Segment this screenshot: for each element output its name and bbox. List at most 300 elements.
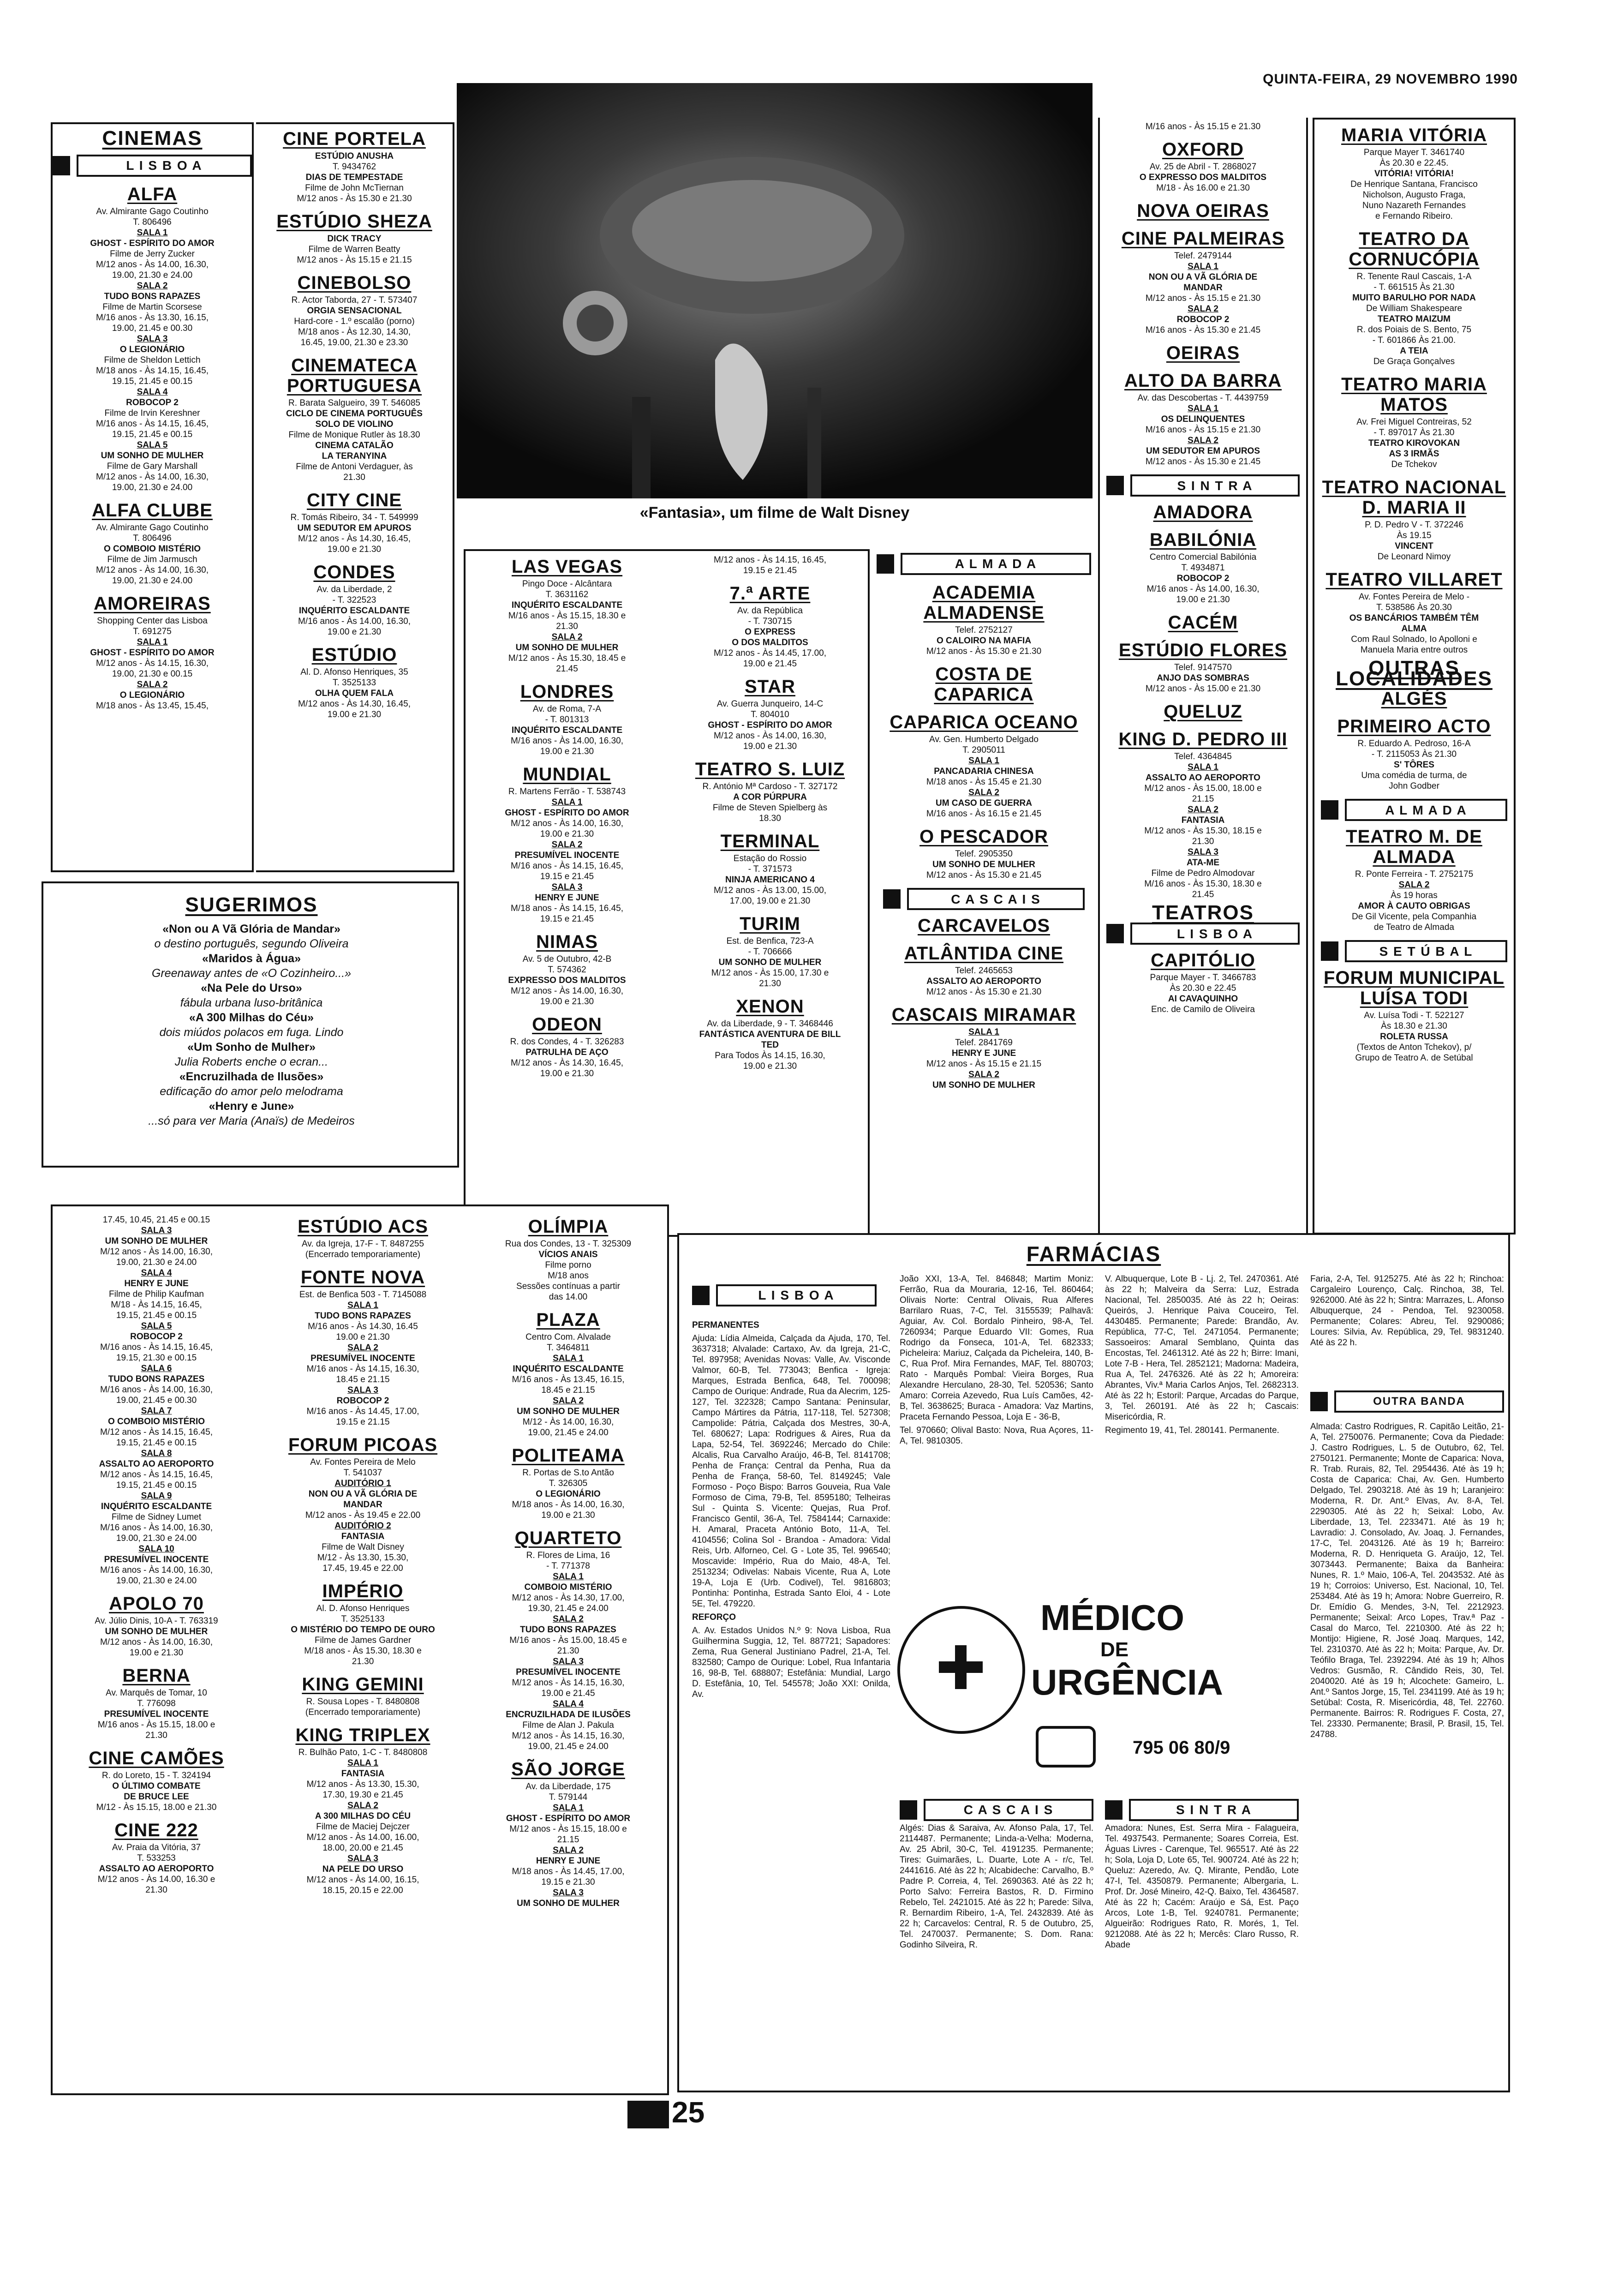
listing-line: Filme de Sheldon Lettich (104, 355, 201, 365)
listing-line: 18.15, 20.15 e 22.00 (322, 1886, 403, 1895)
listing-entry (472, 1014, 662, 1079)
listing-entry (261, 355, 448, 483)
listing-line: SALA 3 (551, 882, 583, 892)
listing-line: 21.30 (1192, 837, 1214, 846)
venue-name: XENON (736, 996, 804, 1017)
film-photo (457, 83, 1093, 498)
listing-line: - T. 771378 (546, 1561, 590, 1571)
listing-line: O LEGIONÁRIO (119, 345, 185, 354)
listing-line: M/12 anos - Às 14.15, 16.30, (96, 659, 209, 668)
venue-name: 7.ª ARTE (729, 583, 811, 604)
listing-entry (267, 1435, 459, 1574)
listing-line: T. 3525133 (332, 678, 376, 688)
listing-line: Nuno Nazareth Fernandes (1362, 201, 1466, 210)
listing-line: 21.30 (145, 1885, 167, 1895)
cross-icon (939, 1645, 983, 1689)
ad-line-1: MÉDICO (1040, 1597, 1184, 1638)
listing-line: (Textos de Anton Tchekov), p/ (1356, 1043, 1472, 1052)
listing-line: T. 579144 (549, 1792, 588, 1802)
listing-line: Filme de Sidney Lumet (111, 1512, 202, 1522)
cinema-list (1100, 118, 1306, 1022)
listing-line: de Teatro de Almada (1374, 923, 1454, 932)
listing-line: AUDITÓRIO 1 (334, 1479, 391, 1488)
listing-entry (1106, 502, 1300, 522)
listing-line: M/12 anos - Às 14.00, 16.30, (511, 986, 623, 996)
listing-line: M/12 anos - Às 14.15, 16.30, (512, 1731, 625, 1741)
listing-line: SALA 1 (347, 1758, 378, 1768)
listing-line: O CALOIRO NA MAFIA (936, 636, 1032, 646)
pharmacy-paragraph: Amadora: Nunes, Est. Serra Mira - Falagueira, Tel. 4937543. Permanente; Soares Correia, Est. Águas Livres - Carenque, Tel. 965517. Até às 22 h; Sola, Loja D, Lote 65, Tel. 900724. Até às 22 h; Queluz: Azeredo, Av. Q. Mirante, Pendão, Lote 47-I, Tel. 4350879. Permanente; Albergaria, L. Prof. Dr. José Mineiro, 42-Q. Baixo, Tel. 4364587. Até às 22 h; Cacém: Araújo e Sá, Est. Paço Arcos, Lote 1-B, Tel. 9240781. Permanente; Algueirão: Rodrigues Rato, R. Morés, 1, Tel. 9212088. Até às 22 h; Mercês: Claro Russo, R. Abade (1105, 1823, 1299, 1950)
listing-entry (1106, 121, 1300, 132)
listing-line: M/12 - Às 13.30, 15.30, (317, 1553, 409, 1563)
listing-line: M/18 anos - Às 12.30, 14.30, (298, 327, 411, 337)
listing-line: GHOST - ESPÍRITO DO AMOR (708, 720, 832, 730)
suggestion-list (51, 922, 452, 1128)
listing-line: 18.30 (759, 814, 781, 823)
listing-line: NON OU A VÃ GLÓRIA DE (308, 1489, 418, 1499)
listing-line: SALA 2 (968, 1070, 999, 1079)
medical-ad (893, 1588, 1276, 1791)
listing-line: Av. da República (737, 606, 803, 616)
venue-name: ACADEMIA ALMADENSE (923, 582, 1045, 623)
listing-line: GHOST - ESPÍRITO DO AMOR (90, 648, 215, 658)
listing-line: SALA 1 (553, 1803, 584, 1813)
listing-entry (472, 764, 662, 924)
listing-line: UM SONHO DE MULHER (932, 860, 1035, 869)
listing-line: Às 19.15 (1397, 531, 1432, 540)
page-number: 25 (627, 2095, 705, 2129)
listing-line: ROBOCOP 2 (1176, 574, 1230, 583)
listing-line: M/12 anos - Às 14.00, 16.30, (96, 565, 209, 575)
listing-line: 19.00 e 21.30 (327, 627, 382, 637)
listing-line: M/12 anos - Às 14.30, 17.00, (512, 1593, 625, 1603)
listing-line: Sessões contínuas a partir (516, 1282, 620, 1291)
photo-caption: «Fantasia», um filme de Walt Disney (639, 504, 910, 521)
listing-entry (57, 593, 247, 711)
listing-line: Av. Marquês de Tomar, 10 (106, 1688, 207, 1698)
listing-line: NA PELE DO URSO (322, 1864, 404, 1874)
listing-entry (883, 582, 1085, 657)
venue-name: CARCAVELOS (917, 916, 1051, 936)
listing-line: M/18 anos - Às 14.15, 16.45, (511, 904, 623, 913)
suggestion-line: «Na Pele do Urso» (201, 982, 302, 995)
listing-line: T. 2905011 (962, 745, 1005, 755)
listing-line: 19.00, 21.45 e 00.30 (112, 324, 193, 333)
listing-entry (472, 932, 662, 1007)
listing-line: - T. 730715 (748, 617, 792, 626)
pharmacy-band-cascais: C A S C A I S (900, 1799, 1093, 1821)
pharmacies-heading: FARMÁCIAS (1026, 1242, 1161, 1266)
listing-line: O EXPRESS (745, 627, 795, 637)
venue-name: TEATRO S. LUIZ (695, 759, 845, 779)
listing-line: 17.45, 19.45 e 22.00 (322, 1564, 403, 1573)
listing-line: M/12 anos - Às 14.00, 16.30, (100, 1247, 213, 1257)
listing-line: O LEGIONÁRIO (536, 1489, 601, 1499)
listing-line: HENRY E JUNE (535, 893, 599, 903)
listing-line: SALA 5 (137, 440, 168, 450)
cinemas-box-3 (464, 549, 870, 1237)
listing-line: T. 806496 (133, 533, 172, 543)
listing-entry (1106, 950, 1300, 1015)
listing-line: M/12 anos - Às 15.30 e 21.45 (1145, 457, 1261, 467)
venue-name: TURIM (740, 914, 800, 934)
listing-entry (472, 1445, 664, 1521)
listing-line: M/12 anos - Às 15.30, 18.15 e (1144, 826, 1262, 836)
suggestion-line: «Maridos à Água» (202, 952, 301, 965)
listing-line: OLHA QUEM FALA (315, 689, 394, 698)
listing-line: HENRY E JUNE (124, 1279, 189, 1288)
listing-line: Às 20.30 e 22.45 (1170, 983, 1236, 993)
theatres-box (1313, 118, 1516, 1234)
listing-line: ATA-ME (1186, 858, 1220, 868)
listing-line: UM SEDUTOR EM APUROS (297, 523, 412, 533)
venue-name: AMADORA (1153, 502, 1253, 522)
venue-name: ESTÚDIO (311, 645, 397, 665)
listing-line: M/16 anos - Às 14.30, 16.45 (308, 1322, 418, 1331)
venue-name: CINEBOLSO (297, 273, 412, 293)
listing-line: - T. 322523 (332, 595, 376, 605)
listing-line: M/16 anos - Às 15.15, 18.00 e (97, 1720, 215, 1730)
listing-line: M/12 anos - Às 19.45 e 22.00 (305, 1510, 421, 1520)
listing-line: UM SEDUTOR EM APUROS (1146, 446, 1260, 456)
listing-entry (1106, 701, 1300, 722)
listing-line: 19.00, 21.30 e 00.15 (112, 669, 193, 679)
listing-line: Av. 5 de Outubro, 42-B (522, 954, 612, 964)
listing-entry (883, 916, 1085, 936)
listing-line: Av. Almirante Gago Coutinho (96, 523, 209, 533)
listing-line: M/16 anos - Às 15.15 e 21.30 (1145, 122, 1261, 132)
listing-line: M/12 anos - Às 14.30, 16.45, (298, 699, 411, 709)
listing-line: M/12 anos - Às 14.00, 16.30, (714, 731, 826, 741)
suggestion-line: Greenaway antes de «O Cozinheiro...» (151, 967, 352, 980)
listing-line: SALA 3 (141, 1226, 172, 1235)
listing-entry (1106, 139, 1300, 193)
venue-name: TEATRO MARIA MATOS (1341, 374, 1487, 415)
listing-line: Av. Praia da Vitória, 37 (112, 1843, 201, 1852)
listing-line: SALA 3 (553, 1657, 584, 1666)
venue-name: ATLÂNTIDA CINE (904, 943, 1064, 964)
pharmacy-paragraph: Tel. 970660; Olival Basto: Nova, Rua Açores, 11-A, Tel. 9810305. (900, 1426, 1093, 1446)
listing-line: 19.15 e 21.15 (336, 1417, 390, 1427)
listing-entry (267, 1725, 459, 1896)
listing-line: 19.00 e 21.30 (327, 545, 382, 554)
listing-line: DIAS DE TEMPESTADE (305, 173, 403, 182)
listing-line: DE BRUCE LEE (124, 1792, 189, 1802)
listing-line: 21.30 (343, 473, 365, 482)
listing-line: A TEIA (1400, 346, 1428, 356)
listing-line: M/16 anos - Às 15.15 e 21.30 (1145, 425, 1261, 435)
listing-line: M/18 anos - Às 13.45, 15.45, (96, 701, 209, 711)
listing-line: UM SONHO DE MULHER (105, 1627, 208, 1636)
listing-line: R. Portas de S.to Antão (522, 1468, 614, 1478)
listing-line: 19.00, 21.30 e 24.00 (112, 576, 193, 586)
pharmacy-paragraph: PERMANENTES (692, 1320, 759, 1330)
listing-entry (883, 943, 1085, 997)
suggestion-line: edificação do amor pelo melodrama (160, 1085, 343, 1098)
listing-line: M/12 anos - Às 14.15, 16.45, (100, 1427, 213, 1437)
suggestion-line: o destino português, segundo Oliveira (154, 937, 349, 950)
listing-line: FANTASIA (341, 1769, 385, 1779)
pharmacy-paragraph: V. Albuquerque, Lote B - Lj. 2, Tel. 2470361. Até às 22 h; Malveira da Serra: Luz, Estrada Nacional, Tel. 2850035. Até às 22 h; Oeiras: Queirós, J. Henrique Paiva Couceiro, Tel. 4430485. Permanente; Parede: Brandão, Av. República, 77-C, Tel. 2471054. Permanente; Sassoeiros: Amaral Semblano, Quinta das Encostas, Tel. 2461312. Até às 22 h; Birre: Imani, Lote 7-B - Hera, Tel. 2852121; Madorna: Madeira, Rua A, Tel. 2476326. Até às 22 h; Amoreira: Abrantes, Viv.ª Maria Carlos Anjos, Tel. 2682313. Até às 22 h; Estoril: Parque, Arcadas do Parque, 3, Tel. 260191. Até às 22 h; Cascais: Misericórdia, R. (1105, 1274, 1299, 1422)
listing-line: T. 691275 (133, 627, 172, 636)
listing-line: M/12 anos - Às 15.30 e 21.30 (926, 987, 1042, 997)
listing-line: M/12 anos - Às 15.00, 18.00 e (1144, 784, 1262, 793)
listing-entry (1321, 229, 1507, 367)
suggestion-line: «A 300 Milhas do Céu» (189, 1011, 314, 1024)
pharmacy-list-lisboa-2 (900, 1274, 1093, 1588)
listing-line: John Godber (1389, 781, 1439, 791)
listing-line: T. 3631162 (545, 590, 589, 599)
listing-line: T. 538586 Às 20.30 (1376, 603, 1452, 612)
venue-name: FORUM PICOAS (288, 1435, 438, 1455)
listing-entry (675, 914, 865, 989)
venue-name: COSTA DE CAPARICA (934, 664, 1034, 705)
listing-line: MUITO BARULHO POR NADA (1352, 293, 1476, 303)
listing-line: Av. Júlio Dinis, 10-A - T. 763319 (95, 1616, 218, 1626)
listing-line: PRESUMÍVEL INOCENTE (514, 851, 620, 860)
listing-line: Av. Fontes Pereira de Melo - (1358, 592, 1470, 602)
listing-line: O DOS MALDITOS (732, 638, 808, 647)
listing-line: Rua dos Condes, 13 - T. 325309 (505, 1239, 632, 1249)
listing-line: HENRY E JUNE (951, 1049, 1016, 1058)
listing-entry (267, 1267, 459, 1427)
venue-name: OEIRAS (1166, 343, 1240, 363)
listing-line: ASSALTO AO AEROPORTO (99, 1459, 214, 1469)
listing-entry (675, 583, 865, 669)
listing-entry (267, 1581, 459, 1667)
listing-line: INQUÉRITO ESCALDANTE (511, 725, 623, 735)
listing-line: R. Tomás Ribeiro, 34 - T. 549999 (290, 513, 418, 522)
listing-line: O MISTÉRIO DO TEMPO DE OURO (291, 1625, 435, 1635)
listing-line: ROBOCOP 2 (336, 1396, 389, 1406)
outras_localidades-heading: OUTRAS LOCALIDADES (1336, 657, 1493, 690)
listing-entry (472, 682, 662, 757)
listing-line: Av. Luísa Todi - T. 522127 (1364, 1011, 1464, 1020)
venue-name: KING GEMINI (302, 1674, 424, 1695)
listing-line: Av. Guerra Junqueiro, 14-C (716, 699, 824, 709)
listing-line: T. 3464811 (547, 1343, 590, 1353)
listing-line: R. do Loreto, 15 - T. 324194 (102, 1771, 211, 1780)
listing-line: SALA 2 (137, 680, 168, 689)
listing-line: Filme de Gary Marshall (107, 461, 198, 471)
listing-line: M/12 anos - Às 14.00, 16.15, (306, 1875, 419, 1885)
listing-entry (472, 1759, 664, 1909)
listing-entry (1106, 371, 1300, 467)
listing-line: 19.30, 21.45 e 24.00 (528, 1604, 609, 1613)
listing-line: - T. 371573 (748, 864, 792, 874)
venue-name: FORUM MUNICIPAL LUÍSA TODI (1324, 968, 1505, 1008)
listing-entry (1106, 530, 1300, 605)
listing-line: VITÓRIA! VITÓRIA! (1374, 169, 1454, 179)
listing-line: UM SONHO DE MULHER (517, 1899, 620, 1908)
listing-line: 21.30 (556, 622, 578, 631)
listing-line: Av. Frei Miguel Contreiras, 52 (1356, 417, 1472, 427)
listing-line: INQUÉRITO ESCALDANTE (299, 606, 410, 616)
listing-line: Filme de Jerry Zucker (110, 249, 195, 259)
listing-entry (883, 827, 1085, 881)
listing-line: 19.15 e 21.45 (540, 914, 594, 924)
listing-line: FANTASIA (341, 1532, 385, 1541)
venue-name: PLAZA (536, 1310, 600, 1330)
listing-line: SALA 1 (553, 1572, 584, 1582)
listing-line: M/12 anos - Às 15.30 e 21.30 (926, 647, 1042, 656)
listing-line: 21.15 (1192, 794, 1214, 804)
listing-line: FANTASIA (1181, 815, 1225, 825)
cinema-list (877, 581, 1091, 1098)
venue-name: CASCAIS MIRAMAR (891, 1005, 1076, 1025)
listing-line: CINEMA CATALÃO (315, 441, 394, 450)
venue-name: IMPÉRIO (322, 1581, 404, 1601)
listing-line: T. 533253 (137, 1853, 176, 1863)
listing-line: M/12 anos - Às 14.15, 16.30, (512, 1678, 625, 1688)
listing-line: 21.30 (557, 1646, 579, 1656)
listing-line: Telef. 2479144 (1174, 251, 1232, 261)
listing-line: SALA 2 (1398, 880, 1430, 890)
venue-name: AMOREIRAS (94, 593, 211, 614)
listing-line: Filme de Monique Rutler às 18.30 (288, 430, 420, 440)
listing-line: 19.15, 21.45 e 00.15 (112, 430, 193, 439)
listing-line: M/16 anos - Às 15.30, 18.30 e (1144, 879, 1262, 889)
region-band-lisboa: L I S B O A (53, 155, 252, 177)
listing-line: DICK TRACY (327, 234, 382, 244)
listing-line: M/12 anos - Às 14.30, 16.45, (511, 1058, 623, 1068)
venue-name: KING D. PEDRO III (1118, 729, 1288, 749)
cinemas-box-5 (1098, 118, 1308, 1234)
listing-line: SALA 2 (347, 1343, 378, 1353)
cinemas-box (51, 122, 254, 872)
venue-name: CINE 222 (114, 1820, 198, 1840)
listing-line: 19.00 e 21.45 (743, 659, 797, 669)
listing-line: 19.00, 21.30 e 24.00 (116, 1534, 197, 1543)
listing-line: AI CAVAQUINHO (1168, 994, 1238, 1004)
venue-name: LAS VEGAS (511, 557, 623, 577)
listing-line: 17.00, 19.00 e 21.30 (729, 896, 811, 906)
listing-line: M/18 anos - Às 14.15, 16.45, (96, 366, 209, 376)
listing-entry (267, 1216, 459, 1260)
listing-line: M/12 anos - Às 14.00, 16.30, (511, 819, 623, 828)
listing-line: SALA 2 (1188, 304, 1218, 314)
listing-line: SALA 3 (137, 334, 168, 344)
listing-entry (59, 1666, 254, 1741)
venue-name: CAPITÓLIO (1151, 950, 1255, 971)
listing-line: R. Flores de Lima, 16 (526, 1551, 610, 1560)
listing-line: Telef. 4364845 (1174, 752, 1232, 761)
listing-entry (1106, 640, 1300, 694)
listing-line: COMBOIO MISTÉRIO (524, 1582, 612, 1592)
listing-line: M/16 anos - Às 14.00, 16.30, (100, 1385, 213, 1395)
listing-entry (1321, 716, 1507, 791)
listing-line: SALA 2 (1188, 805, 1218, 815)
listing-line: Filme de Warren Beatty (308, 245, 400, 254)
listing-entry (1321, 125, 1507, 222)
listing-entry (675, 996, 865, 1072)
listing-line: M/12 anos - Às 14.30, 16.45, (298, 534, 411, 544)
suggestion-line: «Um Sonho de Mulher» (187, 1041, 316, 1054)
listing-line: Enc. de Camilo de Oliveira (1151, 1005, 1255, 1014)
listing-entry (675, 759, 865, 824)
listing-line: ESTÚDIO ANUSHA (315, 151, 394, 161)
venue-name: PRIMEIRO ACTO (1337, 716, 1491, 737)
listing-line: MANDAR (1183, 283, 1223, 293)
listing-entry (1106, 729, 1300, 900)
listing-line: 19.00 e 21.30 (541, 1510, 595, 1520)
listing-line: A 300 MILHAS DO CÉU (315, 1811, 411, 1821)
venue-name: BERNA (122, 1666, 191, 1686)
listing-line: Às 20.30 e 22.45. (1379, 158, 1449, 168)
listing-line: TUDO BONS RAPAZES (520, 1625, 616, 1635)
listing-line: Centro Com. Alvalade (525, 1332, 611, 1342)
listing-line: SALA 1 (968, 1027, 999, 1037)
listing-line: De Henrique Santana, Francisco (1350, 180, 1478, 189)
listing-line: R. António Mª Cardoso - T. 327172 (702, 782, 838, 791)
venue-name: CACÉM (1168, 612, 1238, 633)
listing-line: LA TERANYINA (322, 451, 387, 461)
listing-line: PRESUMÍVEL INOCENTE (310, 1354, 415, 1363)
listing-line: Hard-core - 1.º escalão (porno) (294, 317, 415, 326)
listing-line: SALA 1 (1188, 404, 1218, 413)
venue-name: ALFA (127, 184, 178, 204)
listing-line: SALA 4 (141, 1268, 172, 1278)
listing-line: Telef. 2752127 (955, 625, 1013, 635)
listing-line: 21.30 (759, 979, 781, 989)
listing-line: Com Raul Solnado, Io Apolloni e (1351, 635, 1477, 644)
pharmacy-band-sintra: S I N T R A (1105, 1799, 1299, 1821)
listing-line: M/18 anos (548, 1271, 589, 1281)
listing-line: 18.00, 20.00 e 21.45 (322, 1843, 403, 1853)
listing-line: Av. da Igreja, 17-F - T. 8487255 (301, 1239, 424, 1249)
suggestion-line: «Encruzilhada de Ilusões» (179, 1070, 324, 1083)
listing-entry (1321, 968, 1507, 1063)
venue-name: QUARTETO (514, 1528, 622, 1548)
listing-line: M/12 anos - Às 14.00, 16.30, (96, 260, 209, 270)
listing-line: Av. da Liberdade, 175 (525, 1782, 611, 1792)
listing-line: De Gil Vicente, pela Companhia (1351, 912, 1477, 922)
listing-line: M/16 anos - Às 15.15, 18.30 e (508, 611, 626, 621)
listing-line: SALA 3 (347, 1854, 378, 1864)
listing-entry (1106, 201, 1300, 221)
listing-line: - T. 601866 Às 21.00. (1372, 336, 1456, 345)
listing-line: R. dos Condes, 4 - T. 326283 (510, 1037, 624, 1047)
region-band-cascais: C A S C A I S (883, 888, 1085, 910)
listing-line: UM SONHO DE MULHER (101, 451, 204, 461)
pharmacy-paragraph: A. Av. Estados Unidos N.º 9: Nova Lisboa, Rua Guilhermina Suggia, 12, Tel. 887721; Sapadores: Zema, Rua General Justiniano Padrel, 21-A, Tel. 832580; Campo de Ourique: Lobel, Rua Infantaria 16, 98-B, Tel. 688807; Estefânia: Mundial, Largo D. Estefânia, 10, Tel. 545578; João XXI: Onilda, Av. (692, 1626, 890, 1699)
listing-line: O COMBOIO MISTÉRIO (107, 1417, 205, 1426)
venue-name: MUNDIAL (523, 764, 611, 785)
listing-entry (59, 1594, 254, 1658)
listing-line: 19.15, 21.45 e 00.15 (116, 1311, 197, 1320)
region-band-setubal: S E T Ú B A L (1321, 940, 1507, 962)
pharmacy-list-sintra-2 (1105, 1823, 1299, 2081)
listing-line: R. dos Poiais de S. Bento, 75 (1356, 325, 1472, 335)
listing-line: VINCENT (1395, 541, 1433, 551)
listing-line: M/18 anos - Às 15.30, 18.30 e (304, 1646, 422, 1656)
listing-line: M/16 anos - Às 14.00, 16.30, (1146, 584, 1260, 594)
listing-line: M/12 anos - Às 14.00, 16.00, (306, 1833, 419, 1842)
listing-line: Av. da Liberdade, 9 - T. 3468446 (707, 1019, 833, 1029)
listing-line: SALA 1 (137, 228, 168, 238)
listing-line: UM SONHO DE MULHER (932, 1080, 1035, 1090)
listing-line: SOLO DE VIOLINO (315, 419, 394, 429)
region-band-almada: A L M A D A (877, 553, 1091, 575)
listing-line: 17.45, 10.45, 21.45 e 00.15 (102, 1215, 210, 1225)
listing-line: A COR PÚRPURA (733, 792, 807, 802)
listing-line: O EXPRESSO DOS MALDITOS (1139, 173, 1267, 182)
listing-line: O ÚLTIMO COMBATE (112, 1781, 201, 1791)
venue-name: FONTE NOVA (300, 1267, 425, 1288)
listing-entry (59, 1820, 254, 1895)
listing-line: SALA 4 (553, 1699, 584, 1709)
listing-line: M/18 anos - Às 14.00, 16.30, (512, 1500, 625, 1510)
